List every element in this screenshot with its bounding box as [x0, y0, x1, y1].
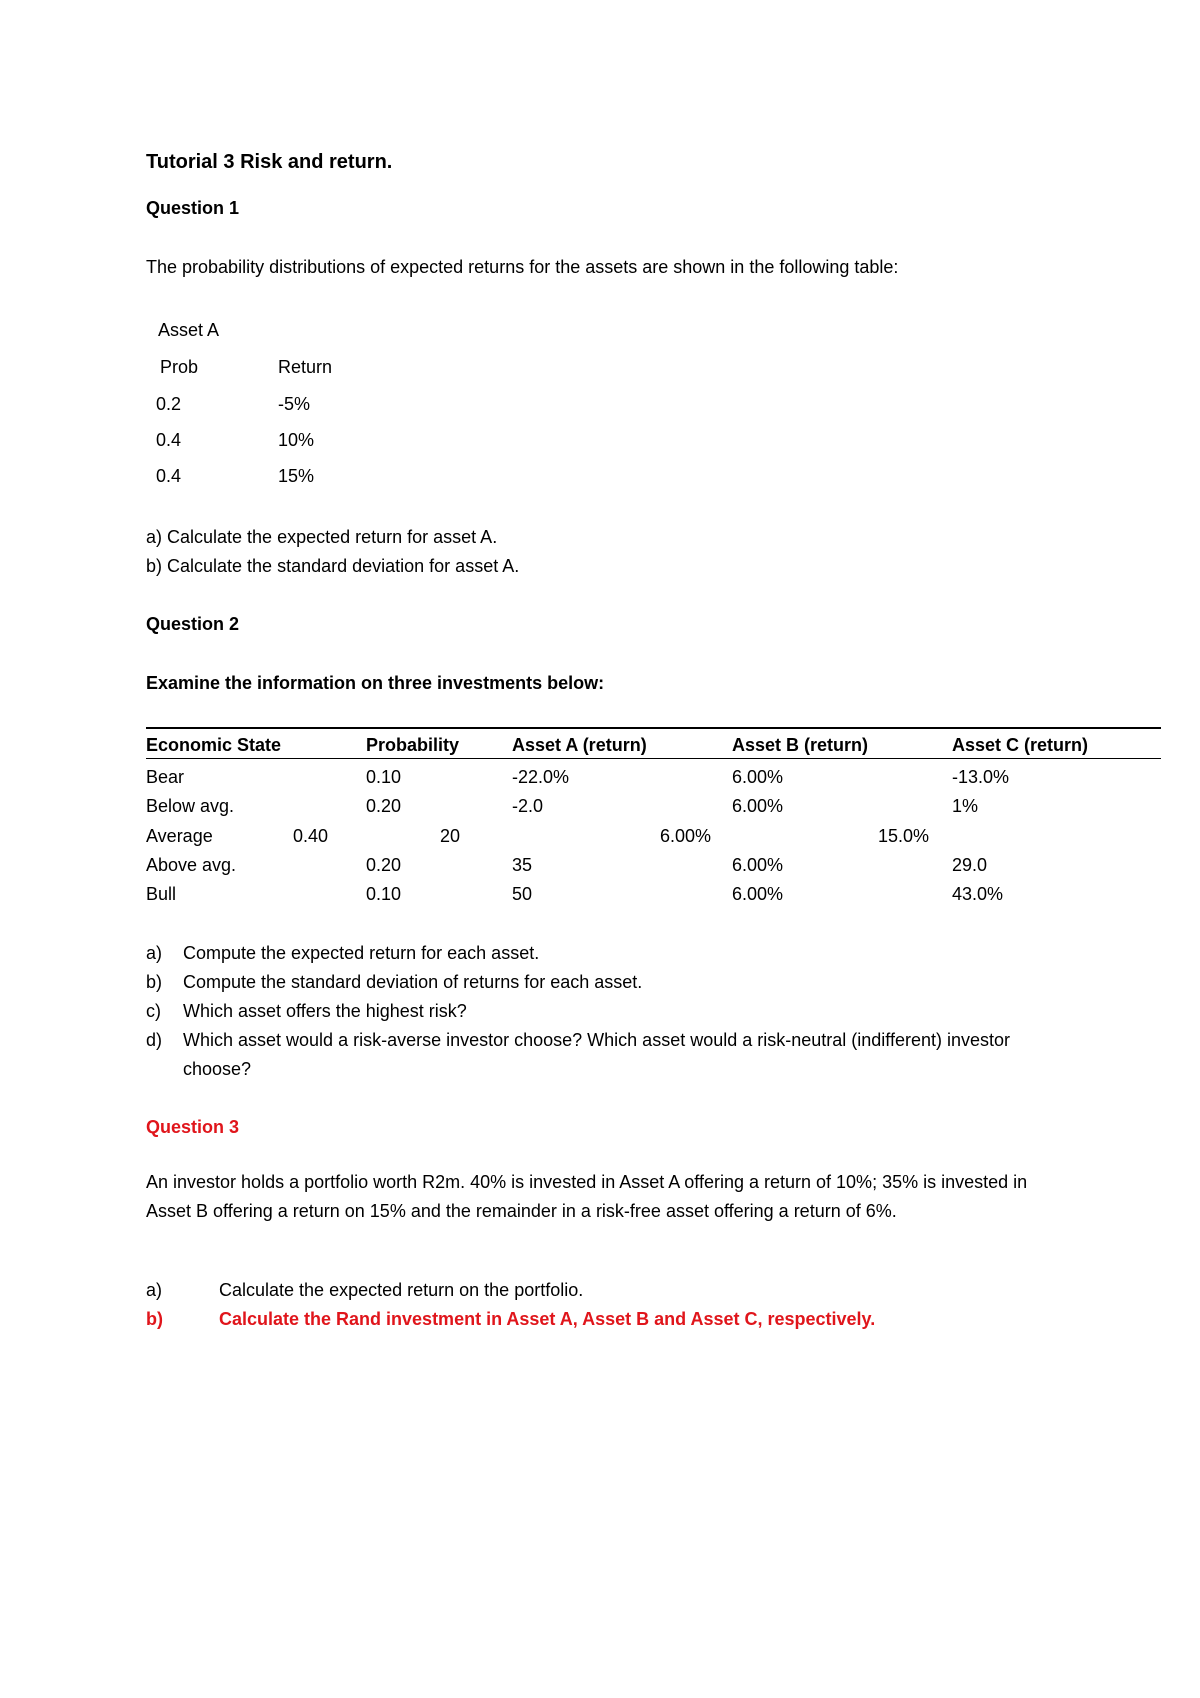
document-title: Tutorial 3 Risk and return. [146, 151, 393, 173]
asset-a-row-2-return: 10% [278, 430, 315, 450]
table-row-3-state: Average [146, 826, 213, 846]
question-1-intro: The probability distributions of expected returns for the assets are shown in the following table: [146, 257, 899, 277]
table-row-2-asset-a: -2.0 [512, 796, 544, 816]
question-3-part-b-marker: b) [146, 1309, 163, 1329]
table-row-5-asset-b: 6.00% [732, 884, 784, 904]
table-row-3-probability: 0.40 [293, 826, 329, 846]
table-row-4-probability: 0.20 [366, 855, 402, 875]
asset-a-row-3-return: 15% [278, 466, 315, 486]
table-row-4-asset-b: 6.00% [732, 855, 784, 875]
header-economic-state: Economic State [146, 735, 282, 755]
asset-a-row-1-prob: 0.2 [156, 394, 182, 414]
table-row-1-asset-b: 6.00% [732, 767, 784, 787]
table-header-rule [146, 758, 1161, 759]
question-2-part-c-text: Which asset offers the highest risk? [183, 1001, 467, 1021]
question-2-part-b-text: Compute the standard deviation of returns for each asset. [183, 972, 643, 992]
question-2-part-d-text: Which asset would a risk-averse investor choose? Which asset would a risk-neutral (indifferent) investor choose? [183, 1030, 1011, 1079]
table-top-rule [146, 727, 1161, 729]
table-row-3-asset-b: 6.00% [660, 826, 712, 846]
question-2-part-a-marker: a) [146, 943, 163, 963]
asset-a-row-3-prob: 0.4 [156, 466, 182, 486]
table-row-3-asset-c: 15.0% [878, 826, 930, 846]
question-2-part-d-marker: d) [146, 1030, 163, 1050]
table-row-5-asset-c: 43.0% [952, 884, 1004, 904]
question-1-heading: Question 1 [146, 198, 240, 218]
table-row-4-state: Above avg. [146, 855, 237, 875]
question-3-part-a-text: Calculate the expected return on the portfolio. [219, 1280, 584, 1300]
table-row-5-asset-a: 50 [512, 884, 533, 904]
question-2-part-c-marker: c) [146, 1001, 161, 1021]
table-row-1-asset-c: -13.0% [952, 767, 1010, 787]
question-3-intro: An investor holds a portfolio worth R2m. 40% is invested in Asset A offering a return of 10%; 35% is invested in Asset B offering a return on 15% and the remainder in a risk-free asset offering a return of 6%. [146, 1172, 1028, 1221]
question-1-part-b: b) Calculate the standard deviation for asset A. [146, 556, 520, 576]
table-row-2-asset-c: 1% [952, 796, 979, 816]
table-row-1-state: Bear [146, 767, 185, 787]
table-row-2-asset-b: 6.00% [732, 796, 784, 816]
question-1-part-a: a) Calculate the expected return for asset A. [146, 527, 498, 547]
table-row-1-asset-a: -22.0% [512, 767, 570, 787]
table-row-2-state: Below avg. [146, 796, 235, 816]
table-row-4-asset-c: 29.0 [952, 855, 988, 875]
question-2-heading: Question 2 [146, 614, 240, 634]
asset-a-row-2-prob: 0.4 [156, 430, 182, 450]
header-asset-b: Asset B (return) [732, 735, 869, 755]
question-3-part-a-marker: a) [146, 1280, 163, 1300]
question-3-heading: Question 3 [146, 1117, 240, 1137]
asset-a-row-1-return: -5% [278, 394, 311, 414]
question-2-part-b-marker: b) [146, 972, 163, 992]
table-row-5-state: Bull [146, 884, 177, 904]
table-row-4-asset-a: 35 [512, 855, 533, 875]
table-row-1-probability: 0.10 [366, 767, 402, 787]
table-row-5-probability: 0.10 [366, 884, 402, 904]
table-row-2-probability: 0.20 [366, 796, 402, 816]
question-3-part-b-text: Calculate the Rand investment in Asset A, Asset B and Asset C, respectively. [219, 1309, 876, 1329]
table-row-3-asset-a: 20 [440, 826, 461, 846]
header-probability: Probability [366, 735, 460, 755]
asset-a-header-prob: Prob [160, 357, 199, 377]
asset-a-header-return: Return [278, 357, 333, 377]
header-asset-a: Asset A (return) [512, 735, 647, 755]
asset-a-caption: Asset A [158, 320, 220, 340]
question-2-intro: Examine the information on three investments below: [146, 673, 605, 693]
header-asset-c: Asset C (return) [952, 735, 1089, 755]
question-2-part-a-text: Compute the expected return for each asset. [183, 943, 540, 963]
